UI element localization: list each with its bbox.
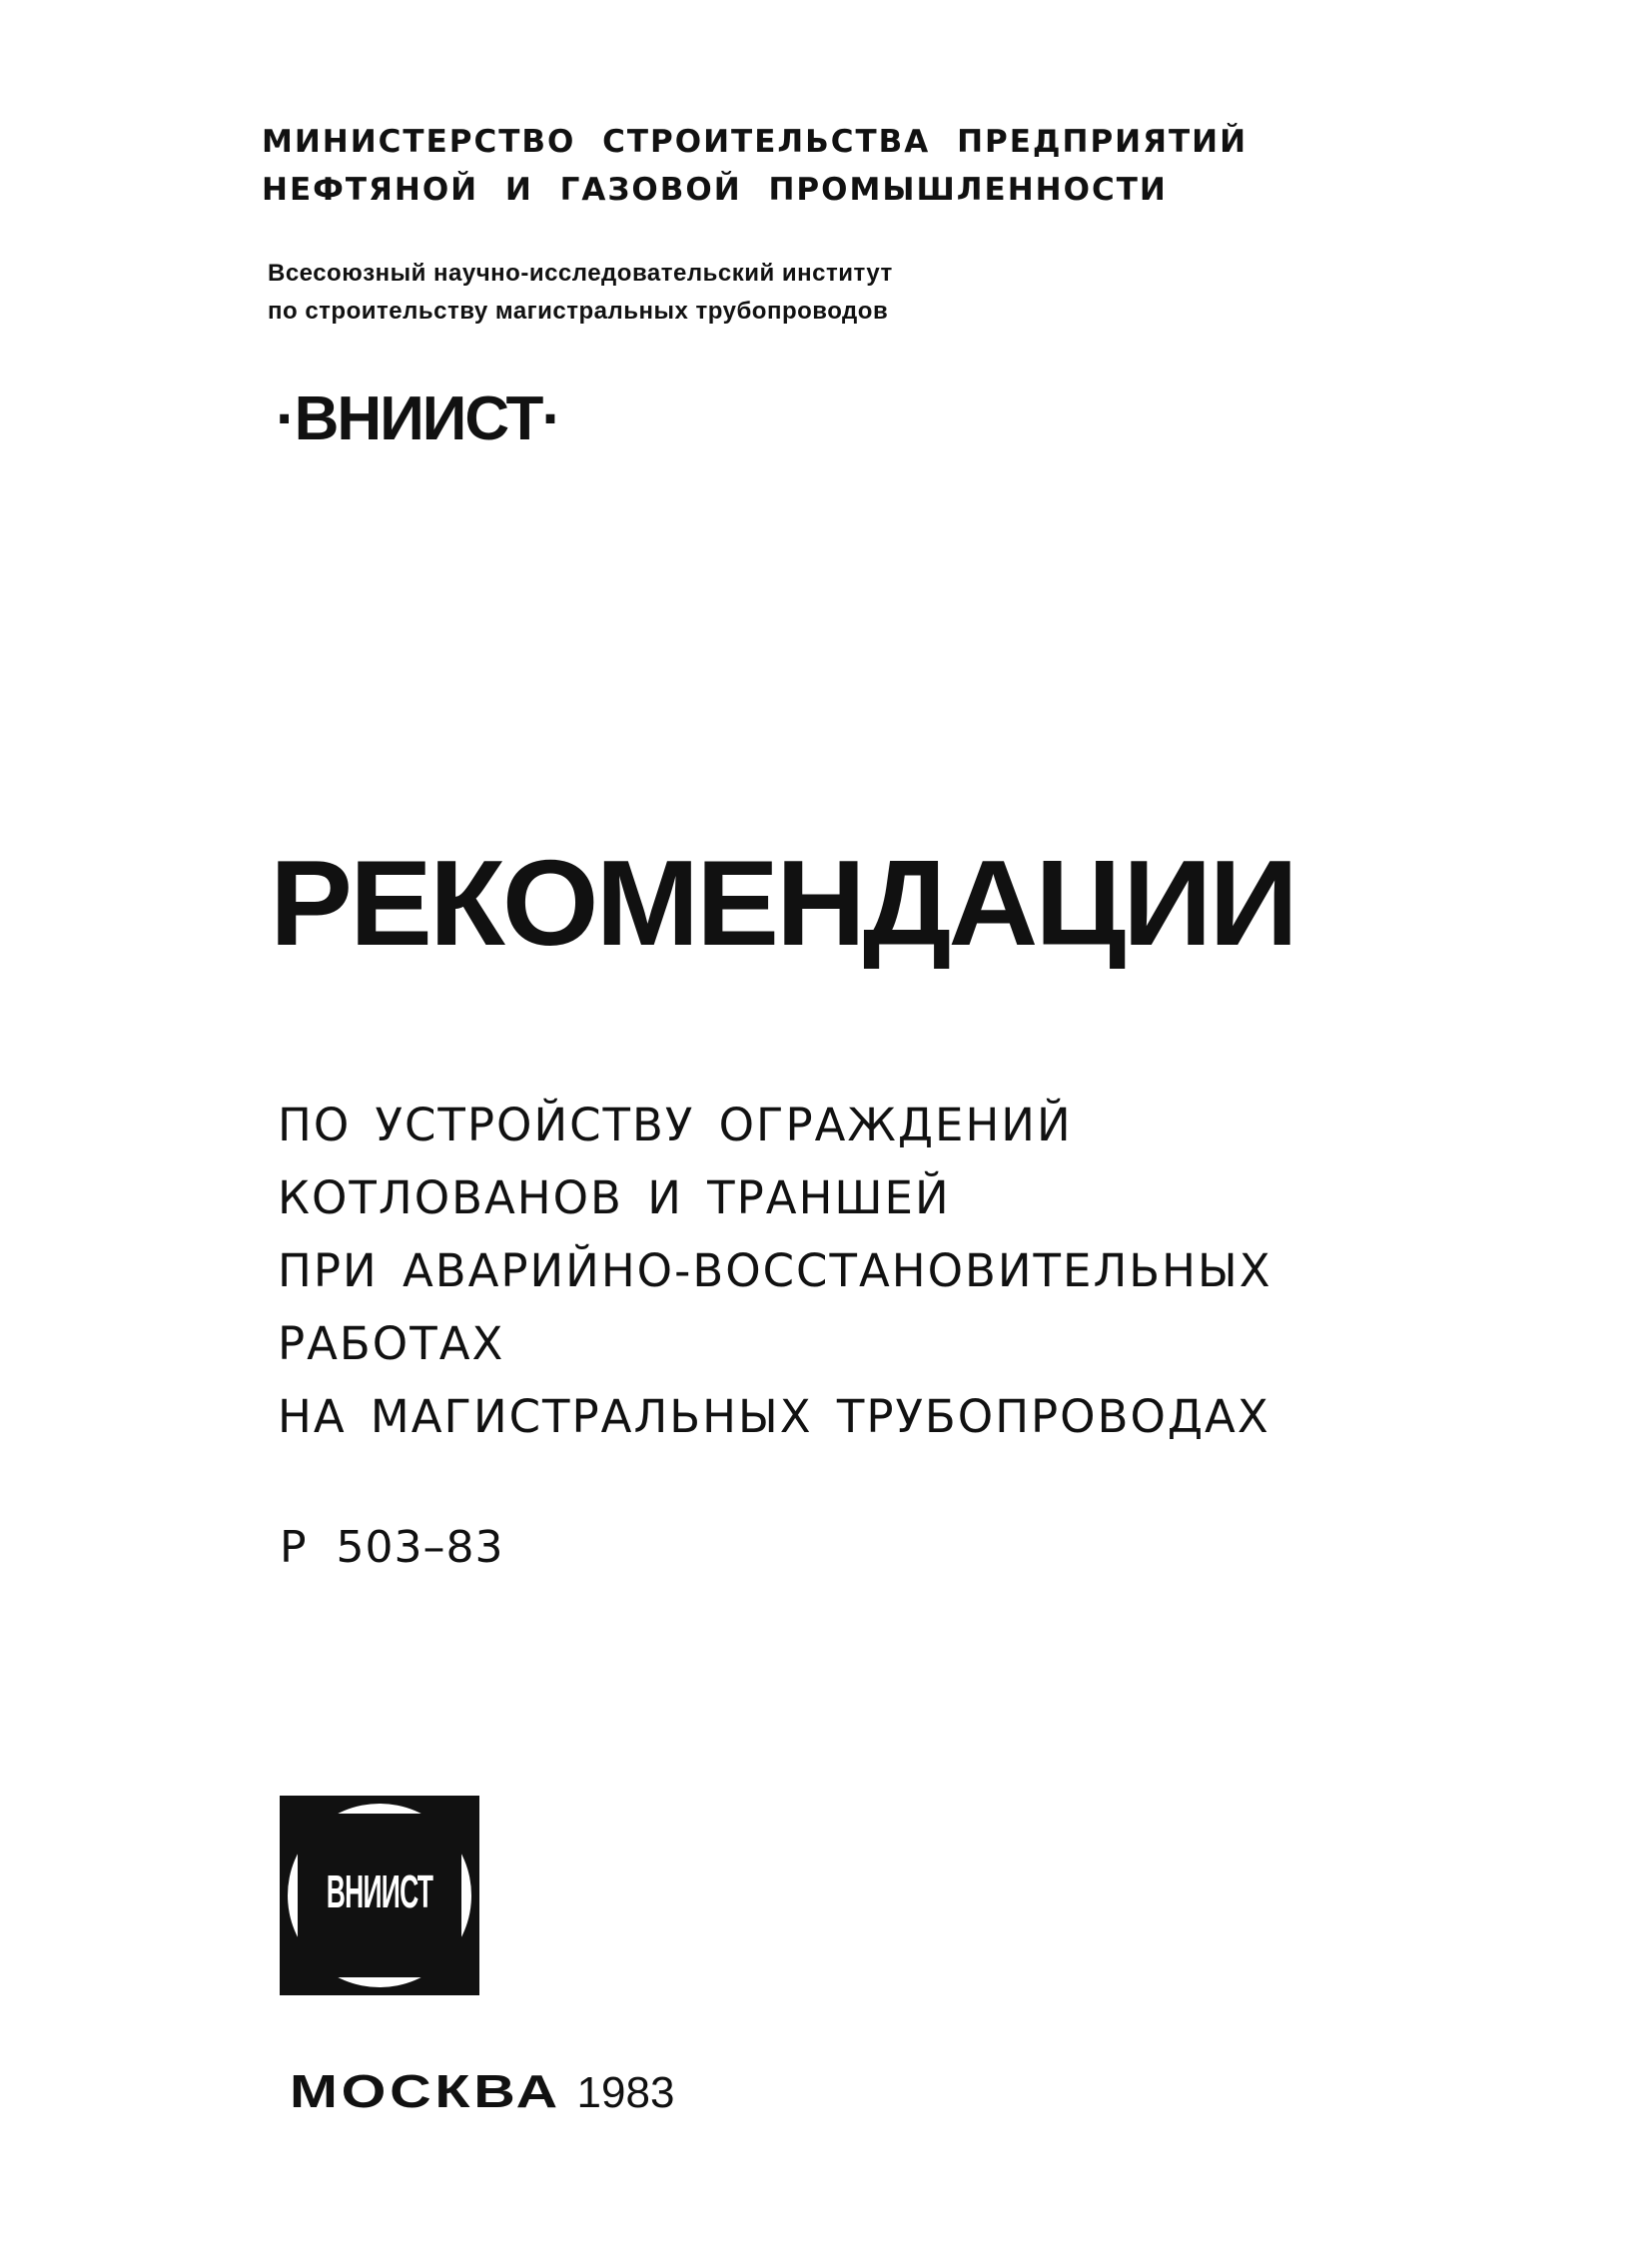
- document-subtitle: [278, 1089, 1272, 1453]
- institute-logo: [280, 1796, 479, 1995]
- logo-emblem: [280, 1796, 479, 1995]
- ministry-line-2: НЕФТЯНОЙ И ГАЗОВОЙ ПРОМЫШЛЕННОСТИ: [262, 172, 1168, 208]
- imprint-city: МОСКВА: [290, 2065, 561, 2117]
- subtitle-line-2: КОТЛОВАНОВ И ТРАНШЕЙ: [278, 1171, 951, 1224]
- subtitle-line-1: ПО УСТРОЙСТВУ ОГРАЖДЕНИЙ: [278, 1099, 1073, 1151]
- institute-abbreviation: ·ВНИИСТ·: [276, 384, 561, 453]
- ministry-line-1: МИНИСТЕРСТВО СТРОИТЕЛЬСТВА ПРЕДПРИЯТИЙ: [262, 124, 1248, 160]
- logo-text: ВНИИСТ: [326, 1866, 433, 1917]
- institute-name: [268, 255, 893, 331]
- document-title: РЕКОМЕНДАЦИИ: [270, 835, 1295, 971]
- institute-line-2: по строительству магистральных трубопроводов: [268, 298, 889, 325]
- subtitle-line-3: ПРИ АВАРИЙНО-ВОССТАНОВИТЕЛЬНЫХ: [278, 1244, 1272, 1297]
- subtitle-line-5: НА МАГИСТРАЛЬНЫХ ТРУБОПРОВОДАХ: [278, 1390, 1270, 1443]
- institute-line-1: Всесоюзный научно-исследовательский институт: [268, 260, 893, 287]
- imprint-year: 1983: [576, 2068, 675, 2117]
- ministry-name: [262, 118, 1247, 214]
- document-code: Р 503–83: [280, 1522, 504, 1573]
- imprint: [290, 2061, 674, 2123]
- subtitle-line-4: РАБОТАХ: [278, 1317, 505, 1370]
